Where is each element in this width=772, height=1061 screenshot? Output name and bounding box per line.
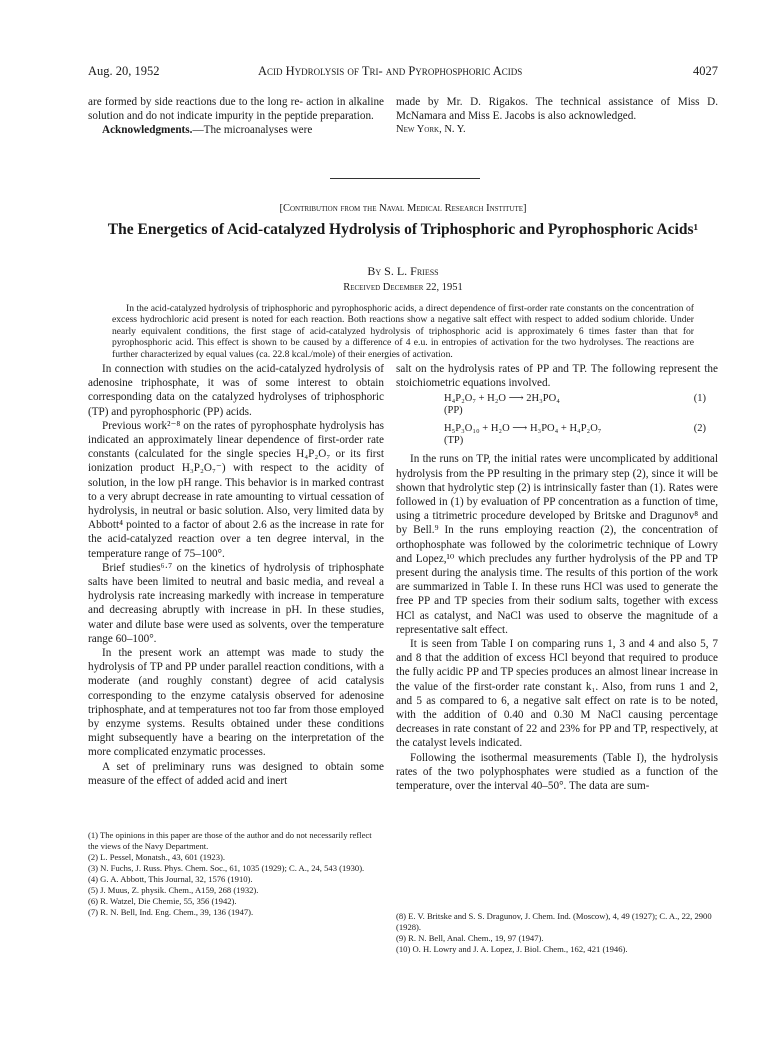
prev-article-text: are formed by side reactions due to the long re- action in alkaline solution and do not indicate impurity in the peptide preparation. (88, 96, 384, 123)
equation-1-label: (PP) (444, 405, 463, 417)
received-date: Received December 22, 1951 (343, 282, 463, 293)
acknowledgments-paragraph (88, 123, 384, 137)
footnote: (7) R. N. Bell, Ind. Eng. Chem., 39, 136 (1947). (88, 907, 254, 917)
body-paragraph: In the runs on TP, the initial rates were uncomplicated by additional hydrolysis from the PP resulting in the primary step (2), since it will be shown that hydrolytic step (2) is intrinsically faster than (1). Rates were followed in (1) by evaluation of PP concentration as a function of time, using a titrimetric procedure developed by Britske and Dragunov⁸ and by Bell.⁹ In the runs employing reaction (2), the concentration of orthophosphate was followed by the colorimetric technique of Lowry and Lopez,¹⁰ which precludes any further hydrolysis of the PP and TP present during the analysis time. The results of this portion of the work are summarized in Table I. In these runs HCl was used to generate the free PP and TP species from their sodium salts, together with excess HCl as catalyst, and NaCl was used to observe the magnitude of a representative salt effect. (396, 453, 718, 636)
prev-article-text-continued: made by Mr. D. Rigakos. The technical assistance of Miss D. McNamara and Miss E. Jacobs is also acknowledged. (396, 96, 718, 123)
body-paragraph: It is seen from Table I on comparing runs 1, 3 and 4 and also 5, 7 and 8 that the addition of excess HCl beyond that required to produce the fully acidic PP and TP species produces an almost linear increase in the value of the first-order rate constant k₁. Also, from runs 1 and 2, and 5 as compared to 6, a negative salt effect on rate is to be noted, with the addition of 0.40 and 0.30 M NaCl causing percentage decreases in rate constant of 22 and 23% for PP and TP, respectively, at the catalyst levels indicated. (396, 638, 718, 750)
equation-1-number: (1) (693, 393, 706, 405)
body-right-column (396, 362, 718, 793)
equation-1 (396, 392, 718, 420)
footnote: (6) R. Watzel, Die Chemie, 55, 356 (1942). (88, 896, 237, 906)
equation-2-label: (TP) (444, 435, 464, 447)
prev-article-left-column (88, 95, 384, 138)
footnote: (9) R. N. Bell, Anal. Chem., 19, 97 (1947). (396, 933, 544, 943)
footnote: (3) N. Fuchs, J. Russ. Phys. Chem. Soc., 61, 1035 (1929); C. A., 24, 543 (1930). (88, 863, 365, 873)
body-paragraph: Previous work²⁻⁸ on the rates of pyrophosphate hydrolysis has indicated an approximately linear dependence of first-order rate constants (calculated for the single species H₄P₂O₇ or its first ionization product H₃P₂O₇⁻) with respect to the acidity of solution, in the low pH range. This behavior is in marked contrast to a very abrupt decrease in rate amounting to virtual cessation of hydrolysis, in neutral or basic solution. Also, very limited data by Abbott⁴ pointed to a factor of about 2.6 as the increase in rate for the acid-catalyzed reaction over a ten degree interval, in the temperature range of 75–100°. (88, 419, 384, 560)
equation-2-expression: H₅P₃O₁₀ + H₂O ⟶ H₃PO₄ + H₄P₂O₇ (444, 423, 602, 435)
acknowledgments-text: —The microanalyses were (192, 124, 313, 137)
article-title: The Energetics of Acid-catalyzed Hydrolysis of Triphosphoric and Pyrophosphoric Acids¹ (107, 221, 699, 238)
article-byline: By S. L. Friess (367, 264, 439, 278)
body-paragraph: salt on the hydrolysis rates of PP and TP. The following represent the stoichiometric equations involved. (396, 363, 718, 390)
header-page-number: 4027 (693, 64, 718, 78)
body-paragraph: In connection with studies on the acid-catalyzed hydrolysis of adenosine triphosphate, it was of some interest to obtain corresponding data on the catalyzed hydrolyses of triphosphoric (TP) and pyrophosphoric (PP) acids. (88, 363, 384, 418)
body-paragraph: A set of preliminary runs was designed to obtain some measure of the effect of added acid and inert (88, 760, 384, 787)
contribution-line: [Contribution from the Naval Medical Research Institute] (279, 203, 527, 214)
footnote: (10) O. H. Lowry and J. A. Lopez, J. Biol. Chem., 162, 421 (1946). (396, 944, 628, 954)
body-paragraph: Following the isothermal measurements (Table I), the hydrolysis rates of the two polyphosphates were studied as a function of the temperature, over the interval 40–50°. The data are sum- (396, 751, 718, 793)
footnote: (4) G. A. Abbott, This Journal, 32, 1576 (1910). (88, 874, 253, 884)
body-left-column (88, 362, 384, 788)
acknowledgments-label: Acknowledgments. (102, 124, 193, 137)
footnote: (8) E. V. Britske and S. S. Dragunov, J. Chem. Ind. (Moscow), 4, 49 (1927); C. A., 22, 2900 (1928). (396, 911, 712, 932)
article-divider (330, 178, 480, 179)
footnote: (2) L. Pessel, Monatsh., 43, 601 (1923). (88, 852, 226, 862)
prev-article-right-column (396, 95, 718, 138)
equation-2 (396, 422, 718, 450)
prev-article-location: New York, N. Y. (396, 124, 466, 136)
running-header (88, 64, 718, 80)
equation-2-number: (2) (693, 423, 706, 435)
header-date: Aug. 20, 1952 (88, 64, 160, 78)
body-paragraph: Brief studies⁶·⁷ on the kinetics of hydrolysis of triphosphate salts have been limited to neutral and basic media, and reveal a hydrolysis rate increasing markedly with increase in temperature and decreasing abruptly with increase in pH. In these studies, water and dilute base were used as solvents, over the temperature range 60–100°. (88, 561, 384, 645)
footnotes-left (88, 830, 384, 918)
header-running-title: Acid Hydrolysis of Tri- and Pyrophosphoric Acids (258, 64, 523, 78)
footnote: (1) The opinions in this paper are those of the author and do not necessarily reflect the views of the Navy Department. (88, 830, 372, 851)
footnotes-right (396, 911, 718, 955)
article-abstract: In the acid-catalyzed hydrolysis of triphosphoric and pyrophosphoric acids, a direct dependence of first-order rate constants on the concentration of excess hydrochloric acid present is noted for each reaction. Both reactions show a negative salt effect with respect to added sodium chloride. Under nearly equivalent conditions, the first stage of acid-catalyzed hydrolysis of triphosphoric acid is approximately 6 times faster than that for pyrophosphoric acid. This effect is shown to be caused by a difference of 4 e.u. in entropies of activation for the two hydrolyses. The reactions are further characterized by equal values (ca. 22.8 kcal./mole) of their energies of activation. (112, 303, 694, 360)
equation-1-expression: H₄P₂O₇ + H₂O ⟶ 2H₃PO₄ (444, 393, 560, 405)
body-paragraph: In the present work an attempt was made to study the hydrolysis of TP and PP under parallel reaction conditions, with a moderate (and roughly constant) degree of acid catalysis corresponding to the enzyme catalysis observed for adenosine triphosphate, and at temperatures not too far from those employed by enzyme systems. Results obtained under these conditions might subsequently have a bearing on the interpretation of the more complicated enzymatic processes. (88, 647, 384, 759)
footnote: (5) J. Muus, Z. physik. Chem., A159, 268 (1932). (88, 885, 259, 895)
